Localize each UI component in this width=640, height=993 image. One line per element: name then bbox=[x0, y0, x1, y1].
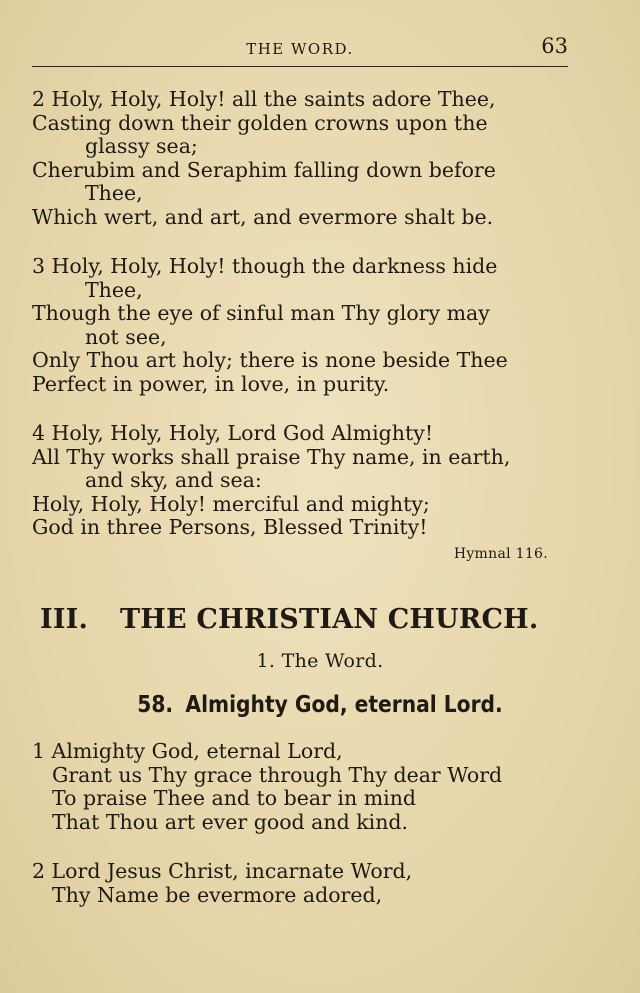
stanza-line: 1 Almighty God, eternal Lord, bbox=[32, 739, 343, 763]
stanza-line: Thee, bbox=[85, 277, 143, 302]
stanza-line: Though the eye of sinful man Thy glory may bbox=[32, 301, 490, 326]
stanza-line: That Thou art ever good and kind. bbox=[52, 809, 409, 834]
section-heading bbox=[40, 604, 600, 635]
hymn-title: Almighty God, eternal Lord. bbox=[185, 692, 503, 718]
hymn-stanza-2 bbox=[32, 860, 572, 907]
hymn-stanza-1 bbox=[32, 740, 572, 834]
section-numeral: III. bbox=[40, 604, 89, 635]
stanza-line: God in three Persons, Blessed Trinity! bbox=[32, 515, 428, 540]
running-title: THE WORD. bbox=[246, 40, 354, 58]
stanza-line: glassy sea; bbox=[85, 134, 198, 159]
subsection-heading: 1. The Word. bbox=[256, 650, 384, 672]
stanza-4 bbox=[32, 422, 572, 540]
stanza-line: Only Thou art holy; there is none beside Thee bbox=[32, 348, 508, 373]
hymnal-reference: Hymnal 116. bbox=[453, 546, 548, 562]
hymn-heading bbox=[38, 692, 601, 718]
hymn-number: 58. bbox=[137, 692, 174, 718]
stanza-line: Thy Name be evermore adored, bbox=[52, 882, 383, 907]
page-header bbox=[32, 36, 568, 64]
stanza-line: not see, bbox=[85, 324, 167, 349]
stanza-line: Holy, Holy, Holy! merciful and mighty; bbox=[32, 491, 430, 516]
stanza-line: 2 Holy, Holy, Holy! all the saints adore Thee, bbox=[32, 87, 496, 111]
stanza-line: Perfect in power, in love, in purity. bbox=[32, 371, 390, 396]
stanza-2 bbox=[32, 88, 572, 230]
stanza-line: 3 Holy, Holy, Holy! though the darkness hide bbox=[32, 254, 498, 278]
stanza-3 bbox=[32, 255, 572, 397]
stanza-line: All Thy works shall praise Thy name, in earth, bbox=[32, 444, 511, 469]
stanza-line: Which wert, and art, and evermore shalt be. bbox=[32, 204, 494, 229]
page-number: 63 bbox=[541, 34, 568, 58]
stanza-line: 4 Holy, Holy, Holy, Lord God Almighty! bbox=[32, 421, 434, 445]
stanza-line: 2 Lord Jesus Christ, incarnate Word, bbox=[32, 859, 413, 883]
stanza-line: Thee, bbox=[85, 181, 143, 206]
stanza-line: Cherubim and Seraphim falling down before bbox=[32, 157, 496, 182]
stanza-line: Casting down their golden crowns upon the bbox=[32, 110, 488, 135]
header-rule bbox=[32, 66, 568, 67]
stanza-line: To praise Thee and to bear in mind bbox=[52, 786, 417, 811]
stanza-line: Grant us Thy grace through Thy dear Word bbox=[52, 762, 503, 787]
section-title: THE CHRISTIAN CHURCH. bbox=[120, 604, 539, 635]
stanza-line: and sky, and sea: bbox=[85, 468, 262, 493]
